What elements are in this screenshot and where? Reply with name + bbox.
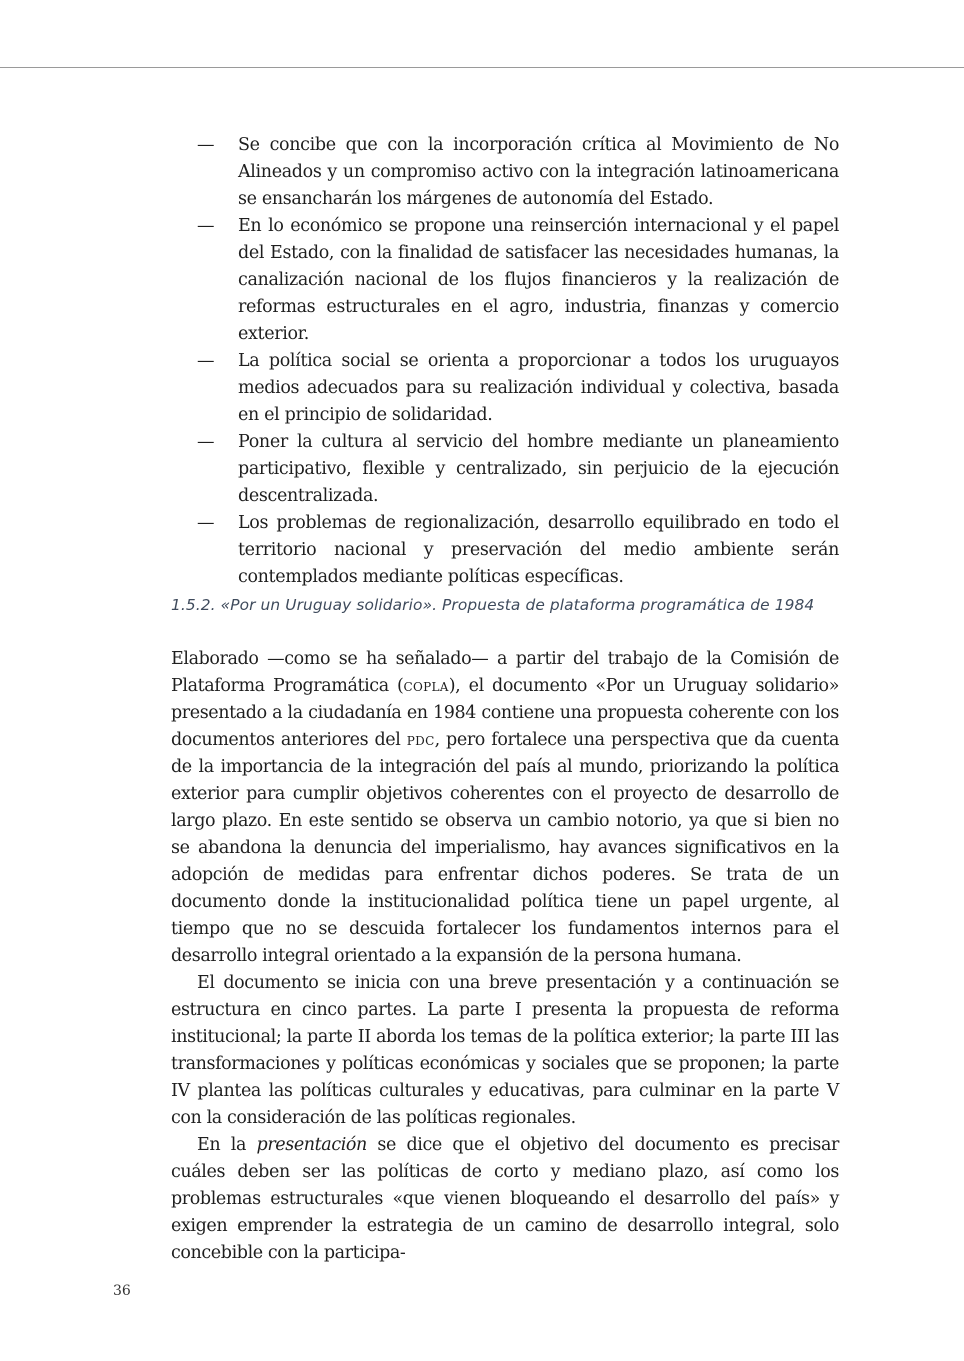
bullet-dash: — [197, 513, 215, 533]
list-item [197, 348, 839, 429]
acronym-copla: copla [403, 676, 449, 696]
list-item [197, 429, 839, 510]
list-item-text: En lo económico se propone una reinserción internacional y el papel del Estado, con la finalidad de satisfacer las necesidades humanas, la canalización nacional de los flujos financieros y la realización de reformas estructurales en el agro, industria, finanzas y comercio exterior. [238, 216, 839, 344]
list-item-text: Los problemas de regionalización, desarrollo equilibrado en todo el territorio nacional y preservación del medio ambiente serán contemplados mediante políticas específicas. [238, 513, 839, 587]
paragraph-text: En la [197, 1135, 257, 1155]
bullet-dash: — [197, 432, 215, 452]
bullet-dash: — [197, 135, 215, 155]
paragraph [171, 646, 839, 970]
bullet-dash: — [197, 351, 215, 371]
list-item [197, 510, 839, 591]
bullet-dash: — [197, 216, 215, 236]
list-item [197, 132, 839, 213]
paragraph [171, 1132, 839, 1267]
list-item-text: La política social se orienta a proporcionar a todos los uruguayos medios adecuados para su realización individual y colectiva, basada en el principio de solidaridad. [238, 351, 839, 425]
list-item-text: Poner la cultura al servicio del hombre mediante un planeamiento participativo, flexible y centralizado, sin perjuicio de la ejecución descentralizada. [238, 432, 839, 506]
acronym-pdc: pdc [406, 730, 435, 750]
list-item-text: Se concibe que con la incorporación crítica al Movimiento de No Alineados y un compromiso activo con la integración latinoamericana se ensancharán los márgenes de autonomía del Estado. [238, 135, 839, 209]
paragraph-text: se dice que el objetivo del documento es precisar cuáles deben ser las políticas de corto y mediano plazo, así como los problemas estructurales «que vienen bloqueando el desarrollo del país» y exigen emprender la estrategia de un camino de desarrollo integral, solo concebible con la participa- [171, 1135, 839, 1263]
emphasis: presentación [256, 1135, 367, 1155]
paragraph-text: ), el documento «Por un Uruguay solidario» presentado a la ciudadanía en 1984 contiene una propuesta coherente con los documentos anteriores del [171, 676, 840, 750]
bullet-list [197, 132, 839, 591]
body-text [171, 646, 839, 1267]
paragraph-text: , pero fortalece una perspectiva que da cuenta de la importancia de la integración del país al mundo, priorizando la política exterior para cumplir objetivos coherentes con el proyecto de desarrollo de largo plazo. En este sentido se observa un cambio notorio, ya que si bien no se abandona la denuncia del imperialismo, hay avances significativos en la adopción de medidas para enfrentar dichos poderes. Se trata de un documento donde la institucionalidad política tiene un papel urgente, al tiempo que no se descuida fortalecer los fundamentos internos para el desarrollo integral orientado a la expansión de la persona humana. [171, 730, 839, 966]
page-number: 36 [113, 1283, 131, 1299]
paragraph: El documento se inicia con una breve presentación y a continuación se estructura en cinco partes. La parte I presenta la propuesta de reforma institucional; la parte II aborda los temas de la política exterior; la parte III las transformaciones y políticas económicas y sociales que se proponen; la parte IV plantea las políticas culturales y educativas, para culminar en la parte V con la consideración de las políticas regionales. [171, 973, 839, 1128]
section-heading: 1.5.2. «Por un Uruguay solidario». Propuesta de plataforma programática de 1984 [171, 596, 815, 614]
header-rule [0, 67, 964, 68]
paragraph-text: Elaborado —como se ha señalado— a partir del trabajo de la Comisión de Plataforma Programática ( [171, 649, 839, 696]
list-item [197, 213, 839, 348]
